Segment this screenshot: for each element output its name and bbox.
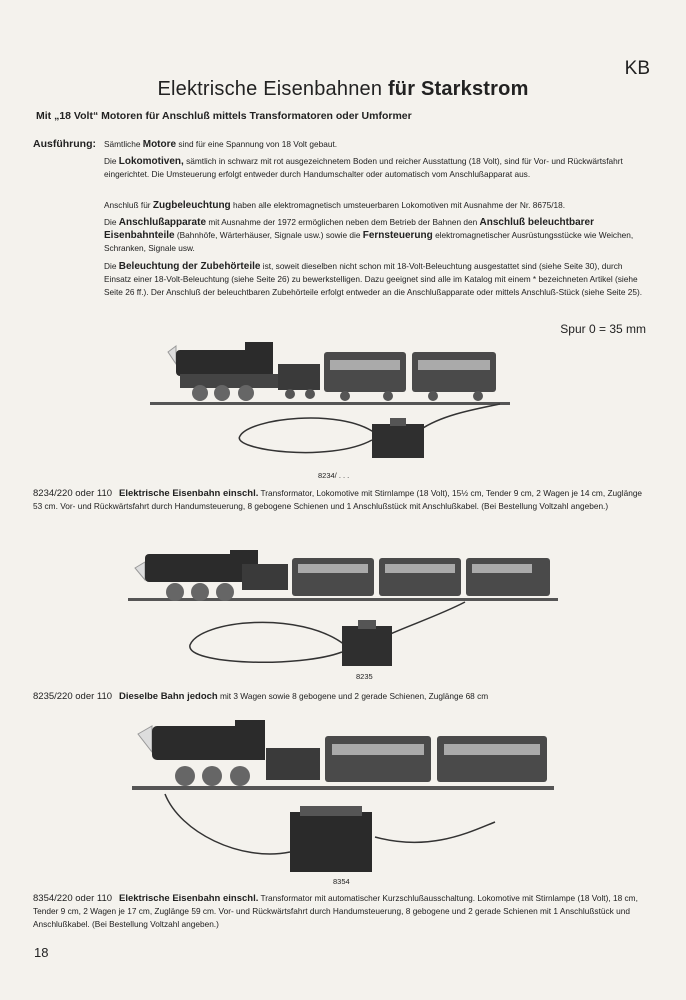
train-set-8354-image [0,712,686,872]
image-caption-8354: 8354 [333,877,350,886]
paragraph-zugbeleuchtung: Anschluß für Zugbeleuchtung haben alle elektromagnetisch umsteuerbaren Lokomotiven mit Ausnahme der Nr. 8675/18. [104,200,566,211]
gauge-label: Spur 0 = 35 mm [560,322,646,336]
paragraph-anschlussapparate: Die Anschlußapparate mit Ausnahme der 1972 ermöglichen neben dem Betrieb der Bahnen den Anschluß beleuchtbarer Eisenbahnteile (Bahnhöfe, Wärterhäuser, Signale usw.) sowie die Fernsteuerung elektromagnetischer Ausrüstungsstücke wie Weichen, Schranken, Signale usw. [104,217,634,253]
page-subtitle: Mit „18 Volt“ Motoren für Anschluß mittels Transformatoren oder Umformer [36,110,412,122]
article-8354: 8354/220 oder 110 Elektrische Eisenbahn einschl. Transformator mit automatischer Kurzschlußausschaltung. Lokomotive mit Stirnlampe (18 Volt), 18 cm, Tender 9 cm, 2 Wagen je 17 cm, Zuglänge 59 cm. Vor- und Rückwärtsfahrt durch Handumsteuerung, 8 gebogene und 2 gerade Schienen mit 1 Anschlußstück und Anschlußkabel. (Bei Bestellung Voltzahl angeben.) [33,893,638,929]
page-number: 18 [34,945,49,960]
image-caption-8235: 8235 [356,672,373,681]
article-8235: 8235/220 oder 110 Dieselbe Bahn jedoch mit 3 Wagen sowie 8 gebogene und 2 gerade Schienen, Zuglänge 68 cm [33,691,489,702]
paragraph-beleuchtung: Die Beleuchtung der Zubehörteile ist, soweit dieselben nicht schon mit 18-Volt-Beleuchtung ausgestattet sind (siehe Seite 30), durch Einsatz einer 18-Volt-Beleuchtung (siehe Seite 26) zu bewerkstelligen. Dazu geeignet sind alle im Katalog mit einem * bezeichneten Artikel (siehe Seite 26 ff.). Der Anschluß der beleuchtbaren Zubehörteile erfolgt entweder an die Anschlußapparate oder mittels Anschluß-Stück (siehe Seite 25). [104,261,643,297]
paragraph-lokomotiven: Die Lokomotiven, sämtlich in schwarz mit rot ausgezeichnetem Boden und reicher Ausstattung (18 Volt), sind für Vor- und Rückwärtsfahrt eingerichtet. Die Umsteuerung erfolgt entweder durch Handumschalter oder automatisch vom Anschlußapparat aus. [104,156,623,179]
catalog-section-code: KB [624,58,650,79]
page-title: Elektrische Eisenbahnen für Starkstrom [157,78,529,100]
article-8234: 8234/220 oder 110 Elektrische Eisenbahn einschl. Transformator, Lokomotive mit Stirnlampe (18 Volt), 15½ cm, Tender 9 cm, 2 Wagen je 14 cm, Zuglänge 53 cm. Vor- und Rückwärtsfahrt durch Handumsteuerung, 8 gebogene Schienen und 1 Anschlußstück mit Anschlußkabel. (Bei Bestellung Voltzahl angeben.) [33,488,643,511]
train-set-8235-image [0,540,686,670]
paragraph-motore: Sämtliche Motore sind für eine Spannung von 18 Volt gebaut. [104,139,338,150]
train-set-8234-image [0,338,686,468]
image-caption-8234: 8234/ . . . [318,471,350,480]
ausfuehrung-label: Ausführung: [33,138,96,150]
